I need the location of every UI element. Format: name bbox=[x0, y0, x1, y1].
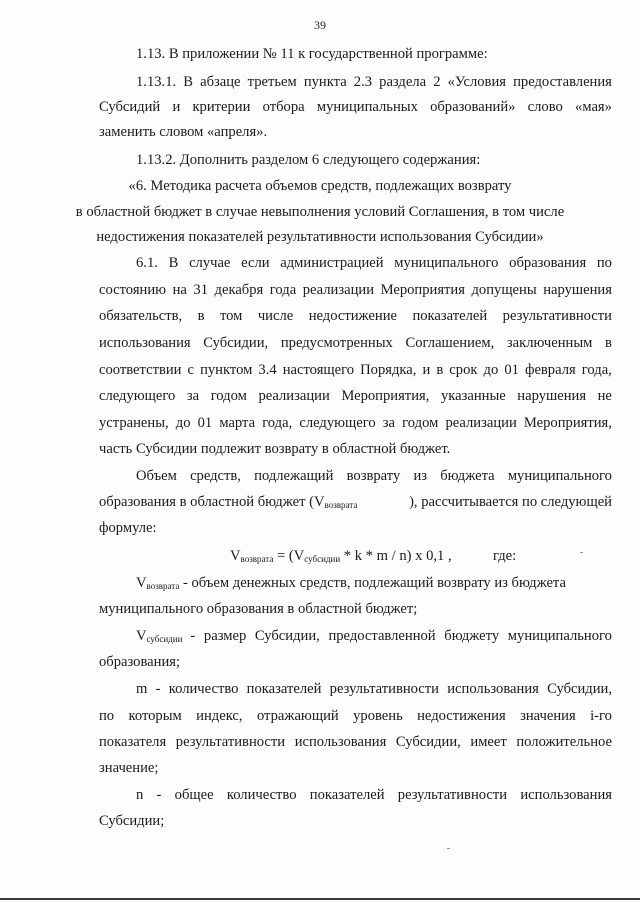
word: за bbox=[382, 415, 396, 431]
word: бюджету bbox=[444, 628, 500, 644]
word: декабря bbox=[214, 282, 264, 298]
page-number: 39 bbox=[314, 18, 326, 32]
definition-v-subsidii-line-2: образования; bbox=[99, 654, 181, 670]
word: количество bbox=[226, 787, 297, 803]
word: указанные bbox=[440, 388, 506, 404]
word: за bbox=[186, 388, 200, 404]
word: пункта bbox=[303, 74, 347, 90]
word: результативности bbox=[502, 308, 612, 324]
word: образования bbox=[509, 255, 587, 271]
definition-n-line-2: Субсидии; bbox=[99, 813, 165, 829]
word: следующего bbox=[99, 388, 176, 404]
word: 6.1. bbox=[136, 255, 158, 271]
word: критерии bbox=[192, 99, 251, 115]
word: пунктом bbox=[200, 362, 253, 378]
word: с bbox=[187, 362, 195, 378]
word: общее bbox=[174, 787, 214, 803]
volume-paragraph-line-1 bbox=[136, 466, 612, 486]
formula-where: где: bbox=[493, 548, 517, 564]
word: 1.13.1. bbox=[136, 74, 177, 90]
word: количество bbox=[168, 681, 239, 697]
definition-v-subsidii-text bbox=[190, 626, 612, 646]
definition-v-subsidii-symbol: $V_{субсидии}$ bbox=[136, 628, 183, 644]
word: реализации bbox=[258, 388, 330, 404]
paragraph-6-1-line-5 bbox=[99, 360, 612, 380]
word: года bbox=[269, 282, 297, 298]
paragraph-6-1-line-2 bbox=[99, 280, 612, 300]
word: показателей bbox=[246, 681, 322, 697]
word: Объем bbox=[136, 468, 177, 484]
word: третьем bbox=[247, 74, 297, 90]
word: срок bbox=[449, 362, 478, 378]
word: и bbox=[172, 99, 181, 115]
word: использования bbox=[447, 681, 539, 697]
formula: $V_{возврата} = (V_{субсидии} * k * m / n)$ x 0,1 , bbox=[230, 548, 452, 564]
word: - bbox=[155, 681, 161, 697]
word: Субсидии, bbox=[547, 681, 612, 697]
word: нарушения bbox=[543, 282, 612, 298]
word: результативности bbox=[175, 734, 286, 750]
word: настоящего bbox=[282, 362, 355, 378]
word: Порядка, bbox=[360, 362, 417, 378]
word: по bbox=[596, 255, 612, 271]
word: В bbox=[183, 74, 193, 90]
word: отбора bbox=[262, 99, 305, 115]
word: n bbox=[136, 787, 144, 803]
word: Соглашением, bbox=[405, 335, 495, 351]
definition-n-line-1 bbox=[136, 785, 612, 805]
word: имеет bbox=[470, 734, 507, 750]
word: предоставления bbox=[513, 74, 612, 90]
word: предоставленной bbox=[328, 628, 436, 644]
word: Мероприятия bbox=[380, 282, 465, 298]
word: раздела bbox=[379, 74, 427, 90]
word: недостижение bbox=[308, 308, 397, 324]
word: возврату bbox=[346, 468, 401, 484]
scan-speck bbox=[447, 848, 450, 849]
word: недостижения bbox=[417, 708, 506, 724]
paragraph-6-1-line-1 bbox=[136, 253, 612, 273]
word: 01 bbox=[504, 362, 519, 378]
word: нарушения bbox=[517, 388, 587, 404]
word: m bbox=[136, 681, 148, 697]
word: которым bbox=[128, 708, 182, 724]
word: абзаце bbox=[200, 74, 241, 90]
word: использования bbox=[294, 734, 387, 750]
word: обязательств, bbox=[99, 308, 183, 324]
word: в bbox=[605, 335, 612, 351]
word: средств, bbox=[190, 468, 241, 484]
word: по bbox=[99, 708, 115, 724]
word: положительное bbox=[516, 734, 612, 750]
paragraph-1-13: 1.13. В приложении № 11 к государственной программе: bbox=[136, 46, 488, 62]
word: годом bbox=[210, 388, 247, 404]
paragraph-6-1-line-7 bbox=[99, 413, 612, 433]
paragraph-1-13-2: 1.13.2. Дополнить разделом 6 следующего содержания: bbox=[136, 152, 481, 168]
word: устранены, bbox=[99, 415, 169, 431]
paragraph-6-1-line-4 bbox=[99, 333, 612, 353]
word: годом bbox=[402, 415, 439, 431]
section-heading-line-3: недостижения показателей результативности использования Субсидии» bbox=[96, 229, 544, 245]
definition-v-subsidii-line-1 bbox=[136, 626, 612, 646]
word: образований» bbox=[430, 99, 516, 115]
word: В bbox=[168, 255, 179, 271]
word: i-го bbox=[590, 708, 612, 724]
word: том bbox=[219, 308, 243, 324]
word: 2 bbox=[433, 74, 441, 90]
word: «Условия bbox=[447, 74, 506, 90]
word: года, bbox=[262, 415, 293, 431]
definition-v-vozvrata-line-1: $V_{возврата}$ - объем денежных средств, подлежащий возврату из бюджета bbox=[136, 575, 566, 591]
word: числе bbox=[257, 308, 294, 324]
definition-m-line-1 bbox=[136, 679, 612, 699]
volume-paragraph-line-2-end: ), рассчитывается по следующей bbox=[409, 494, 612, 510]
word: случае bbox=[189, 255, 231, 271]
word: Мероприятия, bbox=[523, 415, 612, 431]
word: допущены bbox=[471, 282, 537, 298]
word: размер bbox=[203, 628, 247, 644]
word: отражающий bbox=[256, 708, 339, 724]
page-bottom-edge bbox=[0, 898, 640, 900]
word: в bbox=[436, 362, 444, 378]
volume-paragraph-line-2 bbox=[99, 492, 612, 512]
word: муниципальных bbox=[316, 99, 418, 115]
paragraph-1-13-1-line-2 bbox=[99, 97, 612, 117]
word: подлежащий bbox=[254, 468, 334, 484]
word: показателей bbox=[309, 787, 385, 803]
word: индекс, bbox=[196, 708, 243, 724]
word: из bbox=[413, 468, 428, 484]
word: Мероприятия, bbox=[341, 388, 430, 404]
word: использования bbox=[99, 335, 191, 351]
word: реализации bbox=[302, 282, 375, 298]
word: следующего bbox=[299, 415, 376, 431]
definition-v-vozvrata-line-2: муниципального образования в областной бюджет; bbox=[99, 601, 418, 617]
word: в bbox=[197, 308, 205, 324]
word: если bbox=[241, 255, 270, 271]
volume-paragraph-line-3: формуле: bbox=[99, 520, 157, 536]
word: результативности bbox=[329, 681, 439, 697]
word: 01 bbox=[197, 415, 213, 431]
definition-m-line-2 bbox=[99, 706, 612, 726]
word: показателя bbox=[99, 734, 167, 750]
word: состоянию bbox=[99, 282, 167, 298]
word: - bbox=[156, 787, 162, 803]
word: муниципального bbox=[394, 255, 499, 271]
word: 3.4 bbox=[258, 362, 277, 378]
definition-m-line-3 bbox=[99, 732, 612, 752]
word: не bbox=[597, 388, 612, 404]
word: Субсидии, bbox=[203, 335, 269, 351]
word: Субсидии, bbox=[254, 628, 320, 644]
word: бюджета bbox=[440, 468, 495, 484]
paragraph-6-1-line-3 bbox=[99, 306, 612, 326]
word: значения bbox=[520, 708, 576, 724]
section-heading-line-2: в областной бюджет в случае невыполнения условий Соглашения, в том числе bbox=[75, 204, 565, 220]
word: 31 bbox=[193, 282, 209, 298]
paragraph-6-1-line-6 bbox=[99, 386, 612, 406]
word: заключенным bbox=[506, 335, 593, 351]
paragraph-1-13-1-line-3: заменить словом «апреля». bbox=[99, 124, 268, 140]
paragraph-1-13-1-line-1 bbox=[136, 72, 612, 92]
word: 2.3 bbox=[353, 74, 373, 90]
word: Субсидий bbox=[99, 99, 161, 115]
word: февраля bbox=[524, 362, 576, 378]
volume-paragraph-line-2-start: образования в областной бюджет ($V_{возврата}$ bbox=[99, 494, 358, 510]
word: - bbox=[190, 628, 196, 644]
scan-speck bbox=[580, 552, 583, 553]
word: марта bbox=[219, 415, 256, 431]
word: администрацией bbox=[280, 255, 384, 271]
word: соответствии bbox=[99, 362, 182, 378]
word: до bbox=[175, 415, 191, 431]
word: до bbox=[483, 362, 499, 378]
word: показателей bbox=[412, 308, 488, 324]
section-heading-line-1: «6. Методика расчета объемов средств, подлежащих возврату bbox=[128, 178, 512, 194]
definition-m-line-4: значение; bbox=[99, 760, 159, 776]
word: уровень bbox=[353, 708, 403, 724]
word: на bbox=[172, 282, 187, 298]
word: Субсидии, bbox=[395, 734, 461, 750]
word: использования bbox=[520, 787, 612, 803]
word: слово bbox=[527, 99, 563, 115]
paragraph-6-1-line-8: часть Субсидии подлежит возврату в областной бюджет. bbox=[99, 441, 451, 457]
word: муниципального bbox=[507, 468, 612, 484]
word: предусмотренных bbox=[280, 335, 393, 351]
word: «мая» bbox=[575, 99, 612, 115]
word: года, bbox=[581, 362, 612, 378]
word: результативности bbox=[397, 787, 508, 803]
word: и bbox=[422, 362, 431, 378]
word: муниципального bbox=[507, 628, 612, 644]
word: реализации bbox=[445, 415, 517, 431]
